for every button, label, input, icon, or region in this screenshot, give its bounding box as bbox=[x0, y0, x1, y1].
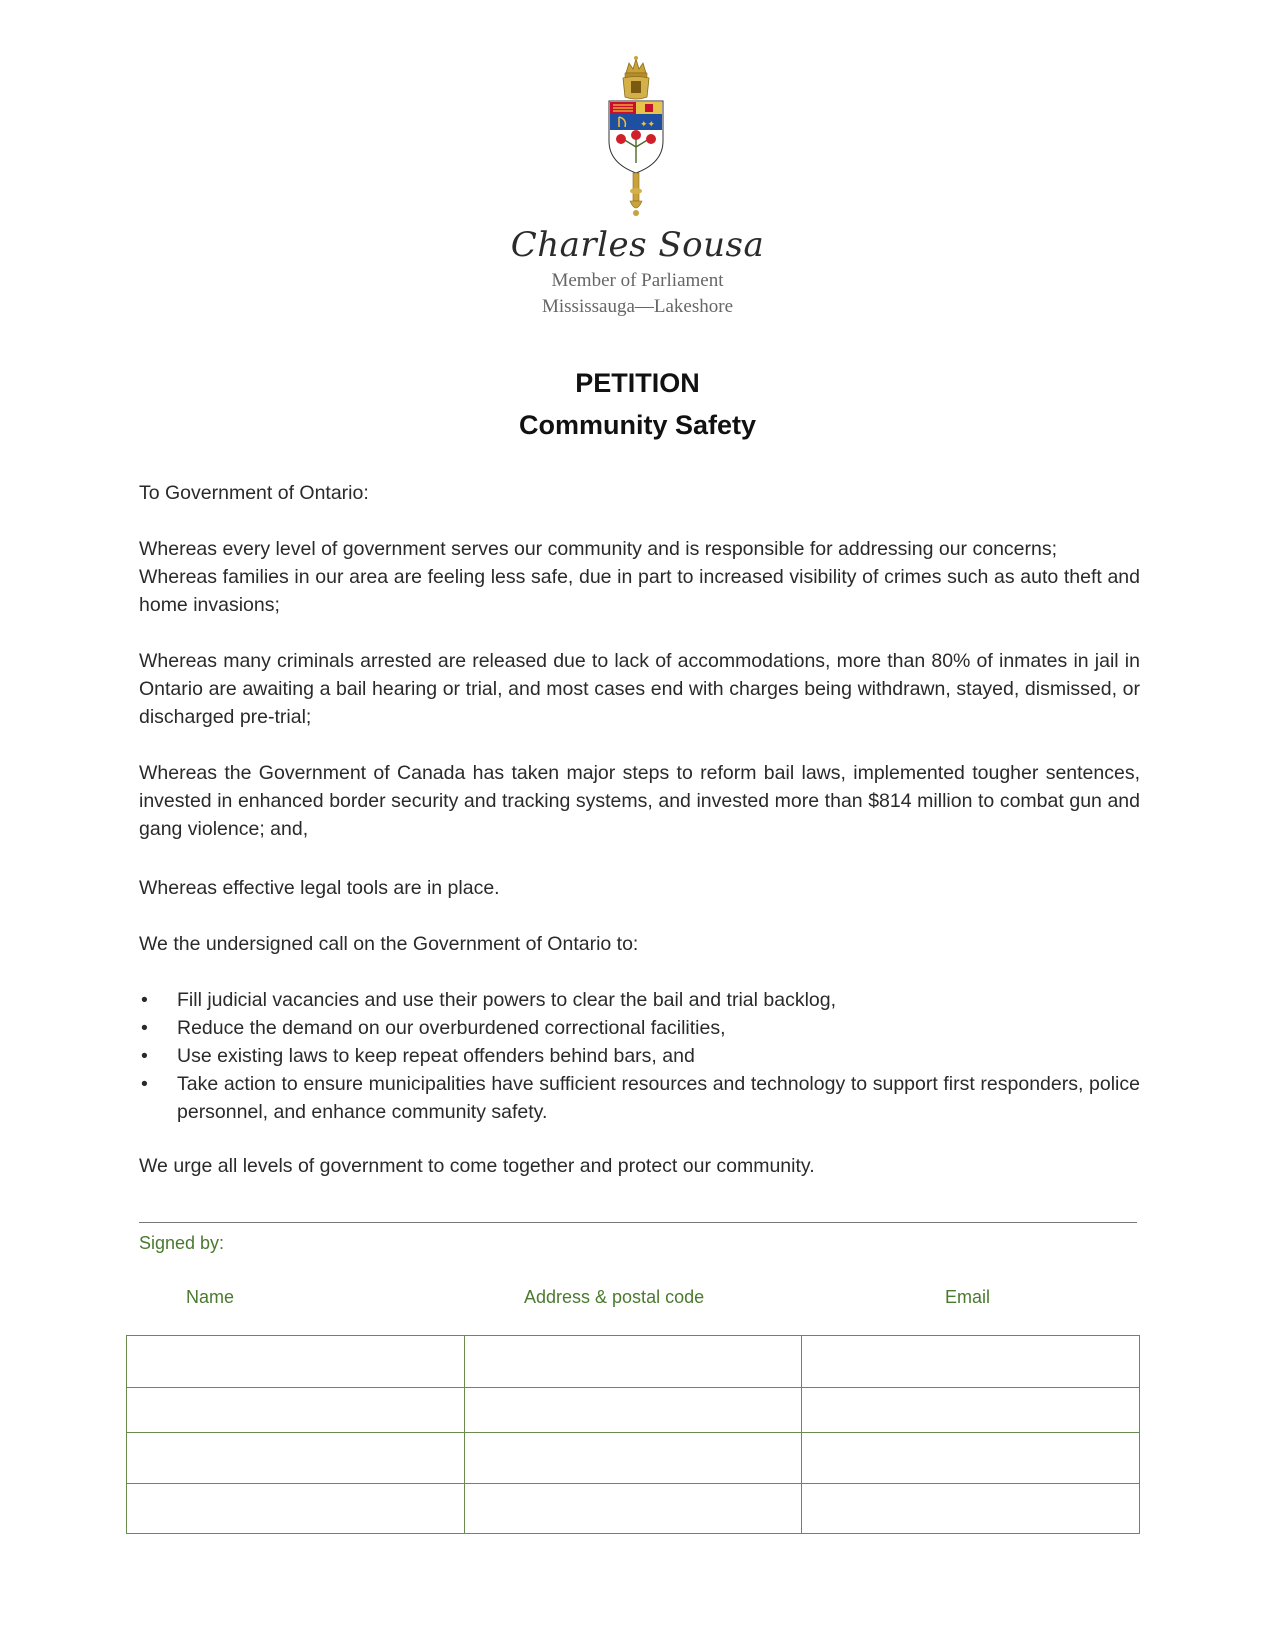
list-item-text: Reduce the demand on our overburdened correctional facilities, bbox=[177, 1017, 726, 1039]
table-row bbox=[127, 1433, 1140, 1484]
bullet-icon: • bbox=[141, 1045, 148, 1067]
document-title: PETITION bbox=[575, 368, 700, 398]
name-cell[interactable] bbox=[127, 1336, 465, 1388]
whereas-paragraph-4: Whereas the Government of Canada has taken major steps to reform bail laws, implemented tougher sentences, invested in enhanced border security and tracking systems, and invested more than $814 million to combat gun and gang violence; and, bbox=[139, 762, 1140, 840]
email-cell[interactable] bbox=[802, 1484, 1140, 1534]
mp-name: Charles Sousa bbox=[510, 225, 765, 265]
table-row bbox=[127, 1336, 1140, 1388]
signature-divider bbox=[139, 1222, 1137, 1223]
signed-by-label: Signed by: bbox=[139, 1233, 225, 1253]
name-cell[interactable] bbox=[127, 1388, 465, 1433]
address-cell[interactable] bbox=[464, 1336, 802, 1388]
document-subtitle: Community Safety bbox=[518, 410, 757, 440]
whereas-paragraph-3: Whereas many criminals arrested are released due to lack of accommodations, more than 80% of inmates in jail in Ontario are awaiting a bail hearing or trial, and most cases end with charges being withdrawn, stayed, dismissed, or discharged pre-trial; bbox=[139, 650, 1140, 728]
salutation-text: To Government of Ontario: bbox=[139, 482, 369, 504]
list-item bbox=[139, 986, 1140, 1014]
closing bbox=[139, 1152, 1140, 1180]
mp-title: Member of Parliament bbox=[551, 270, 724, 291]
demands-list bbox=[139, 986, 1140, 1126]
column-header-address: Address & postal code bbox=[524, 1287, 705, 1307]
parliament-crest-icon bbox=[605, 55, 667, 220]
whereas-block-2 bbox=[139, 647, 1140, 731]
column-header-email: Email bbox=[945, 1287, 991, 1307]
address-cell[interactable] bbox=[464, 1433, 802, 1484]
list-item bbox=[139, 1042, 1140, 1070]
name-cell[interactable] bbox=[127, 1484, 465, 1534]
svg-text:✦✦: ✦✦ bbox=[640, 120, 656, 130]
email-cell[interactable] bbox=[802, 1336, 1140, 1388]
whereas-block-4 bbox=[139, 874, 1140, 902]
address-cell[interactable] bbox=[464, 1484, 802, 1534]
whereas-block-3 bbox=[139, 759, 1140, 843]
list-item-text: Take action to ensure municipalities have sufficient resources and technology to support first responders, police personnel, and enhance community safety. bbox=[177, 1073, 1140, 1123]
bullet-icon: • bbox=[141, 989, 148, 1011]
list-item-text: Use existing laws to keep repeat offenders behind bars, and bbox=[177, 1045, 695, 1067]
column-header-name: Name bbox=[186, 1287, 235, 1307]
signature-table bbox=[126, 1335, 1140, 1534]
list-item-text: Fill judicial vacancies and use their powers to clear the bail and trial backlog, bbox=[177, 989, 837, 1011]
closing-text: We urge all levels of government to come together and protect our community. bbox=[139, 1155, 815, 1177]
list-item bbox=[139, 1014, 1140, 1042]
mp-riding: Mississauga—Lakeshore bbox=[541, 296, 734, 317]
call-to-action-text: We the undersigned call on the Government of Ontario to: bbox=[139, 933, 639, 955]
salutation bbox=[139, 479, 1140, 507]
address-cell[interactable] bbox=[464, 1388, 802, 1433]
table-row bbox=[127, 1388, 1140, 1433]
list-item bbox=[139, 1070, 1140, 1126]
email-cell[interactable] bbox=[802, 1388, 1140, 1433]
bullet-icon: • bbox=[141, 1073, 148, 1095]
email-cell[interactable] bbox=[802, 1433, 1140, 1484]
bullet-icon: • bbox=[141, 1017, 148, 1039]
whereas-paragraph-1: Whereas every level of government serves our community and is responsible for addressing our concerns; bbox=[139, 538, 1058, 560]
whereas-block-1 bbox=[139, 535, 1140, 619]
table-row bbox=[127, 1484, 1140, 1534]
whereas-paragraph-2: Whereas families in our area are feeling less safe, due in part to increased visibility of crimes such as auto theft and home invasions; bbox=[139, 566, 1140, 616]
name-cell[interactable] bbox=[127, 1433, 465, 1484]
call-to-action bbox=[139, 930, 1140, 958]
whereas-paragraph-5: Whereas effective legal tools are in place. bbox=[139, 877, 500, 899]
